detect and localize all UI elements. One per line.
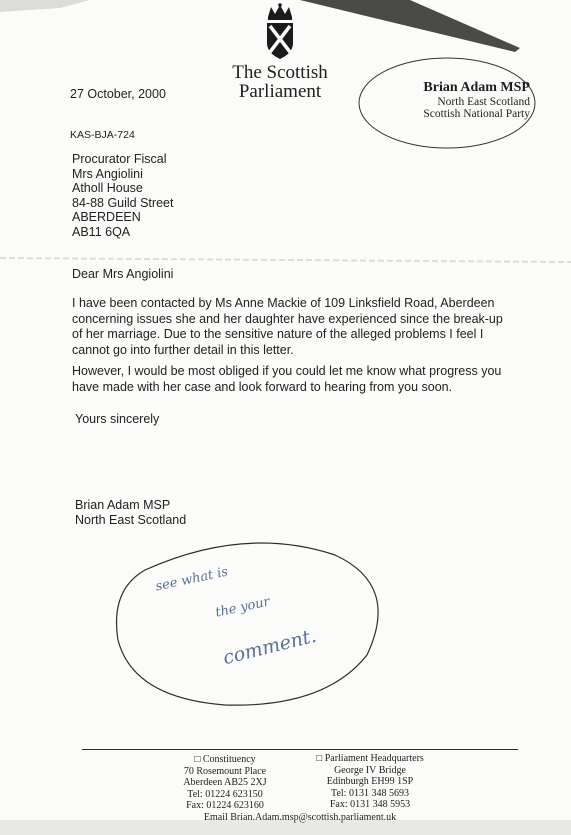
salutation: Dear Mrs Angiolini — [72, 267, 174, 281]
footer-rule — [82, 749, 518, 750]
footer-line: George IV Bridge — [334, 764, 406, 776]
body-line: concerning issues she and her daughter have experienced since the break-up — [72, 311, 503, 326]
member-block — [380, 80, 530, 120]
body-line: have made with her case and look forward to hearing from you soon. — [72, 379, 453, 394]
footer-line: Tel: 0131 348 5693 — [331, 787, 409, 799]
address-line: Atholl House — [72, 181, 143, 195]
parliament-logo-text — [210, 63, 350, 101]
letter-reference: KAS-BJA-724 — [70, 129, 135, 141]
crown-crest-logo — [262, 3, 298, 61]
footer-headquarters — [300, 753, 440, 811]
logo-line-1: The Scottish — [232, 62, 328, 83]
footer-line: □ Constituency — [194, 754, 256, 765]
member-region: North East Scotland — [437, 96, 530, 108]
member-name: Brian Adam MSP — [423, 80, 530, 95]
signature-region: North East Scotland — [75, 512, 187, 527]
footer-line: □ Parliament Headquarters — [316, 753, 424, 764]
logo-line-2: Parliament — [238, 81, 322, 102]
body-paragraph-2 — [72, 364, 512, 395]
signature-name: Brian Adam MSP — [75, 498, 171, 512]
body-line: I have been contacted by Ms Anne Mackie of 109 Linksfield Road, Aberdeen — [72, 296, 495, 310]
handwritten-note-line-1: see what is — [154, 564, 230, 595]
signature-block — [75, 498, 186, 527]
handwritten-note-line-3: comment. — [220, 624, 319, 670]
footer-line: Aberdeen AB25 2XJ — [183, 777, 267, 788]
body-paragraph-1 — [72, 296, 512, 358]
address-line: 84-88 Guild Street — [72, 195, 174, 210]
handwritten-circle — [105, 530, 395, 720]
recipient-address — [72, 152, 173, 239]
letter-date: 27 October, 2000 — [70, 87, 166, 101]
footer-line: Edinburgh EH99 1SP — [326, 776, 414, 787]
footer-email: Email Brian.Adam.msp@scottish.parliament.uk — [203, 812, 397, 823]
footer-line: Fax: 01224 623160 — [186, 800, 264, 811]
body-line: cannot go into further detail in this letter. — [72, 342, 294, 357]
address-line: AB11 6QA — [72, 224, 131, 239]
footer-line: Fax: 0131 348 5953 — [329, 799, 411, 810]
body-line: However, I would be most obliged if you could let me know what progress you — [72, 364, 502, 378]
address-line: Procurator Fiscal — [72, 152, 167, 166]
member-party: Scottish National Party — [423, 108, 530, 120]
footer-line: 70 Rosemount Place — [183, 765, 267, 777]
closing: Yours sincerely — [75, 412, 160, 426]
handwritten-note-line-2: the your — [214, 594, 272, 621]
footer-constituency — [160, 754, 290, 812]
address-line: ABERDEEN — [72, 210, 141, 224]
address-line: Mrs Angiolini — [72, 166, 143, 181]
footer-line: Tel: 01224 623150 — [187, 788, 263, 800]
body-line: of her marriage. Due to the sensitive nature of the alleged problems I feel I — [72, 327, 484, 341]
